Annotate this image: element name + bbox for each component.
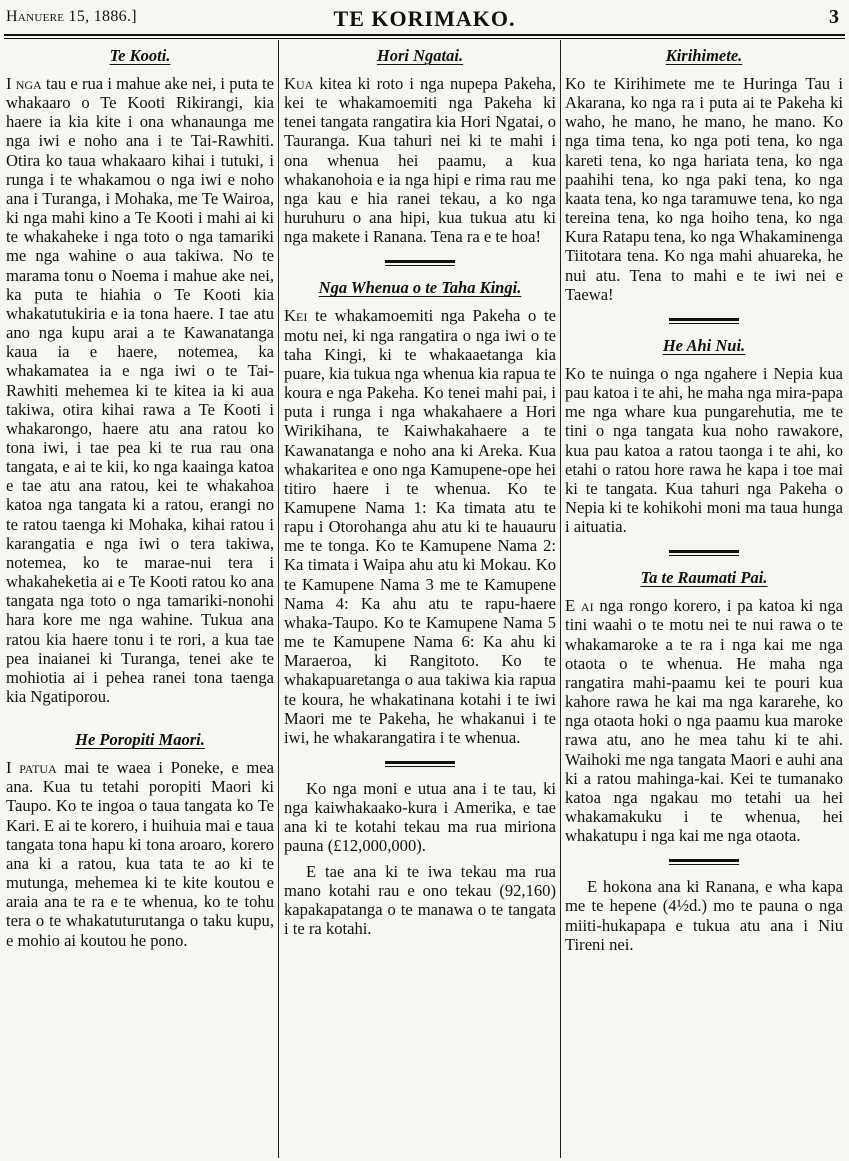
column-3 — [565, 40, 843, 1155]
article-lead: Kei — [284, 306, 308, 326]
article-lead: I nga — [6, 74, 42, 93]
article-text: kitea ki roto i nga nupepa Pakeha, kei te whakamoemiti nga Pakeha ki tenei tangata rangatira kia Hori Ngatai, o Tauranga. Kua tahuri nei ki te mahi i ona whenua hei paamu, a kua whakanohoia e ia nga hipi e rima rau me nga kau e hia ranei tekau, a ko nga huruhuru o ana hipi, kua tukua atu ki nga makete i Ranana. Tena ra e te hoa! — [284, 74, 556, 247]
article-text: Ko nga moni e utua ana i te tau, ki nga kaiwhakaako-kura i Amerika, e tae ana ki te kotahi tekau ma rua miriona pauna (£12,000,000). — [284, 779, 556, 856]
article-body — [284, 306, 556, 747]
article-heading: Kirihimete. — [665, 46, 743, 65]
section-separator — [669, 550, 739, 556]
article-text: mai te waea i Poneke, e mea ana. Kua tu tetahi poropiti Maori ki Taupo. Ko te ingoa o taua tangata ko Te Kari. E ai te korero, i huihuia mai e taua tangata tona hapu ki tona aroaro, korero ana ki a ratou, kua tata te ao ki te mutunga, mehemea ki te kite koutou e araia ana te ra e te whenua, ko te tohu tera o te whakatuturutanga o taku kupu, e mohio ai koutou he pono. — [6, 758, 274, 950]
article-lead: I patua — [6, 758, 57, 778]
article-heading: Te Kooti. — [109, 46, 171, 65]
article-heading: Nga Whenua o te Taha Kingi. — [318, 278, 522, 298]
newspaper-title: TE KORIMAKO. — [333, 6, 516, 31]
article-body — [284, 74, 556, 246]
article-text: E tae ana ki te iwa tekau ma rua mano kotahi rau e ono tekau (92,160) kapakapatanga o te manawa o te tangata i te ra kotahi. — [284, 861, 556, 939]
article-text: tau e rua i mahue ake nei, i puta te whakaaro o Te Kooti Rikirangi, kia haere ia kia kite i ona whanaunga me nga iwi e noho ana i te Tai-Rawhiti. Otira ko taua whakaaro kihai i tutuki, i runga i te whakamou o nga iwi e noho ana i Turanga, i Mohaka, me Te Wairoa, ki nga mahi kino a Te Kooti i mahi ai ki te whakaheke i nga toto o nga tamariki me nga wahine o aua takiwa. No te marama tonu o Noema i mahue ake nei, ka puta te hiahia o Te Kooti kia whakatutukiria e ia tona haere. I tae atu ano nga kupu arai a te Kawanatanga kaua ia e haere, notemea, ka whakamatea ia e nga iwi o te Tai-Rawhiti mehemea ki te kitea ia ki aua takiwa, otira kihai rawa a Te Kooti i whakarongo, haere atu ana ratou ko tona iwi, i tae pea ki te rua rau ona tangata, e ai te kii, ko nga kaainga katoa e tae atu ana ratou, kei te whakahoa katoa nga tangata ki a ratou, erangi no te ratou taenga ki Mohaka, kihai ratou i karangatia e nga iwi o tera takiwa, notemea, ko te marae-nui tera i whakaheketia ai e Te Kooti ratou ko ana tangata nga toto o nga tamariki-nonohi hara kore me nga wahine. Tukua ana ratou kia haere tonu i te rori, a kua tae pea inaianei ki Turanga, tenei ake te mohiotia ai i pehea ranei tona taenga kia Ngatiporou. — [6, 74, 274, 706]
spacer — [6, 706, 274, 724]
issue-date: Hanuere 15, 1886.] — [6, 8, 137, 25]
article-heading: Hori Ngatai. — [376, 46, 464, 65]
article-body — [565, 877, 843, 954]
article-lead: E ai — [565, 596, 594, 616]
article-body — [565, 364, 843, 536]
section-separator — [669, 318, 739, 324]
article-body — [565, 596, 843, 845]
article-heading: He Ahi Nui. — [662, 335, 746, 355]
column-2 — [284, 40, 556, 1155]
article-body — [6, 74, 274, 706]
article-text: Ko te Kirihimete me te Huringa Tau i Akarana, ko nga ra i puta ai te Pakeha ki waho, he mano, he mano, he mano. Ko nga tima tena, ko nga poti tena, ko nga kareti tena, ko nga hariata tena, ko nga paahihi tena, ko nga paki tena, ko nga kaata tena, ko nga taramuwe tena, ko nga tereina tena, ko nga hoiho tena, ko nga Kura Ratapu tena, ko nga Whakaminenga Tiitotara tena. Ko nga mahi ahuareka, he nui atu. Tena to mahi e te iwi nei e Taewa! — [565, 74, 843, 304]
column-divider — [560, 40, 561, 1158]
article-body — [565, 74, 843, 304]
article-body — [284, 779, 556, 856]
column-1 — [6, 40, 274, 1155]
section-separator — [669, 859, 739, 865]
article-body — [284, 862, 556, 939]
header-rule — [4, 34, 845, 39]
article-heading: Ta te Raumati Pai. — [640, 568, 768, 588]
page-header — [6, 4, 843, 32]
article-text: Ko te nuinga o nga ngahere i Nepia kua pau katoa i te ahi, he maha nga mira-papa me nga whare kua pungarehutia, me te tini o nga tangata kua noho rawakore, kua pau katoa a ratou taonga i te ahi, ko etahi o ratou hore rawa he kapa i toe mai ki te tangata. Kua tahuri nga Pakeha o Nepia ki te kohikohi moni ma taua hunga i aituatia. — [565, 363, 843, 537]
article-heading: He Poropiti Maori. — [75, 730, 205, 750]
article-text: E hokona ana ki Ranana, e wha kapa me te hepene (4½d.) mo te pauna o nga miiti-hukapapa e tukua atu ana i Niu Tireni nei. — [565, 877, 843, 954]
section-separator — [385, 260, 455, 266]
article-text: te whakamoemiti nga Pakeha o te motu nei, ki nga rangatira o nga iwi o te taha Kingi, ki te whakaaetanga kia puare, kia tukua nga whenua kia rapua te koura e nga Pakeha. Ko tenei mahi pai, i puta i runga i nga whakahaere a Hori Wirikihana, te Kaiwhakahaere a te Kawanatanga e noho ana ki Areka. Kua whakaritea e ono nga Kamupene-ope hei titiro haere i te whenua. Ko te Kamupene Nama 1: Ka timata atu te rapu i Otorohanga ahu atu ki te hauauru me te tonga. Ko te Kamupene Nama 2: Ka timata i Waipa ahu atu ki Mokau. Ko te Kamupene Nama 3 me te Kamupene Nama 4: Ka ahu atu te rapu-haere whaka-Taupo. Ko te Kamupene Nama 5 me te Kamupene Nama 6: Ka ahu ki Maraeroa, ki Rangitoto. Ko te whakapuaretanga o aua takiwa kia rapua te koura, he whakatinana kotahi i te iwi Maori me te Pakeha, he whakanui i te iwi, he whakarangatira i te whenua. — [284, 306, 556, 747]
article-text: nga rongo korero, i pa katoa ki nga tini waahi o te motu nei te nui rawa o te whakamaroke a te ra i nga kai me nga otaota o te whenua. He maha nga rangatira mahi-paamu kei te pouri kua kahore rawa he kai ma nga kararehe, ko nga otaota hoki o nga paamu kua maroke rawa atu, ano he mea tahu ki te ahi. Waihoki me nga tangata Maori e auhi ana ki a ratou mahinga-kai. Kei te tumanako katoa nga ngakau mo tetahi ua hei whakamakuku i te whenua, hei whakatupu i nga kai me nga otaota. — [565, 596, 843, 846]
section-separator — [385, 761, 455, 767]
article-body — [6, 758, 274, 950]
column-divider — [278, 40, 279, 1158]
article-lead: Kua — [284, 74, 314, 93]
page-number: 3 — [829, 6, 839, 28]
